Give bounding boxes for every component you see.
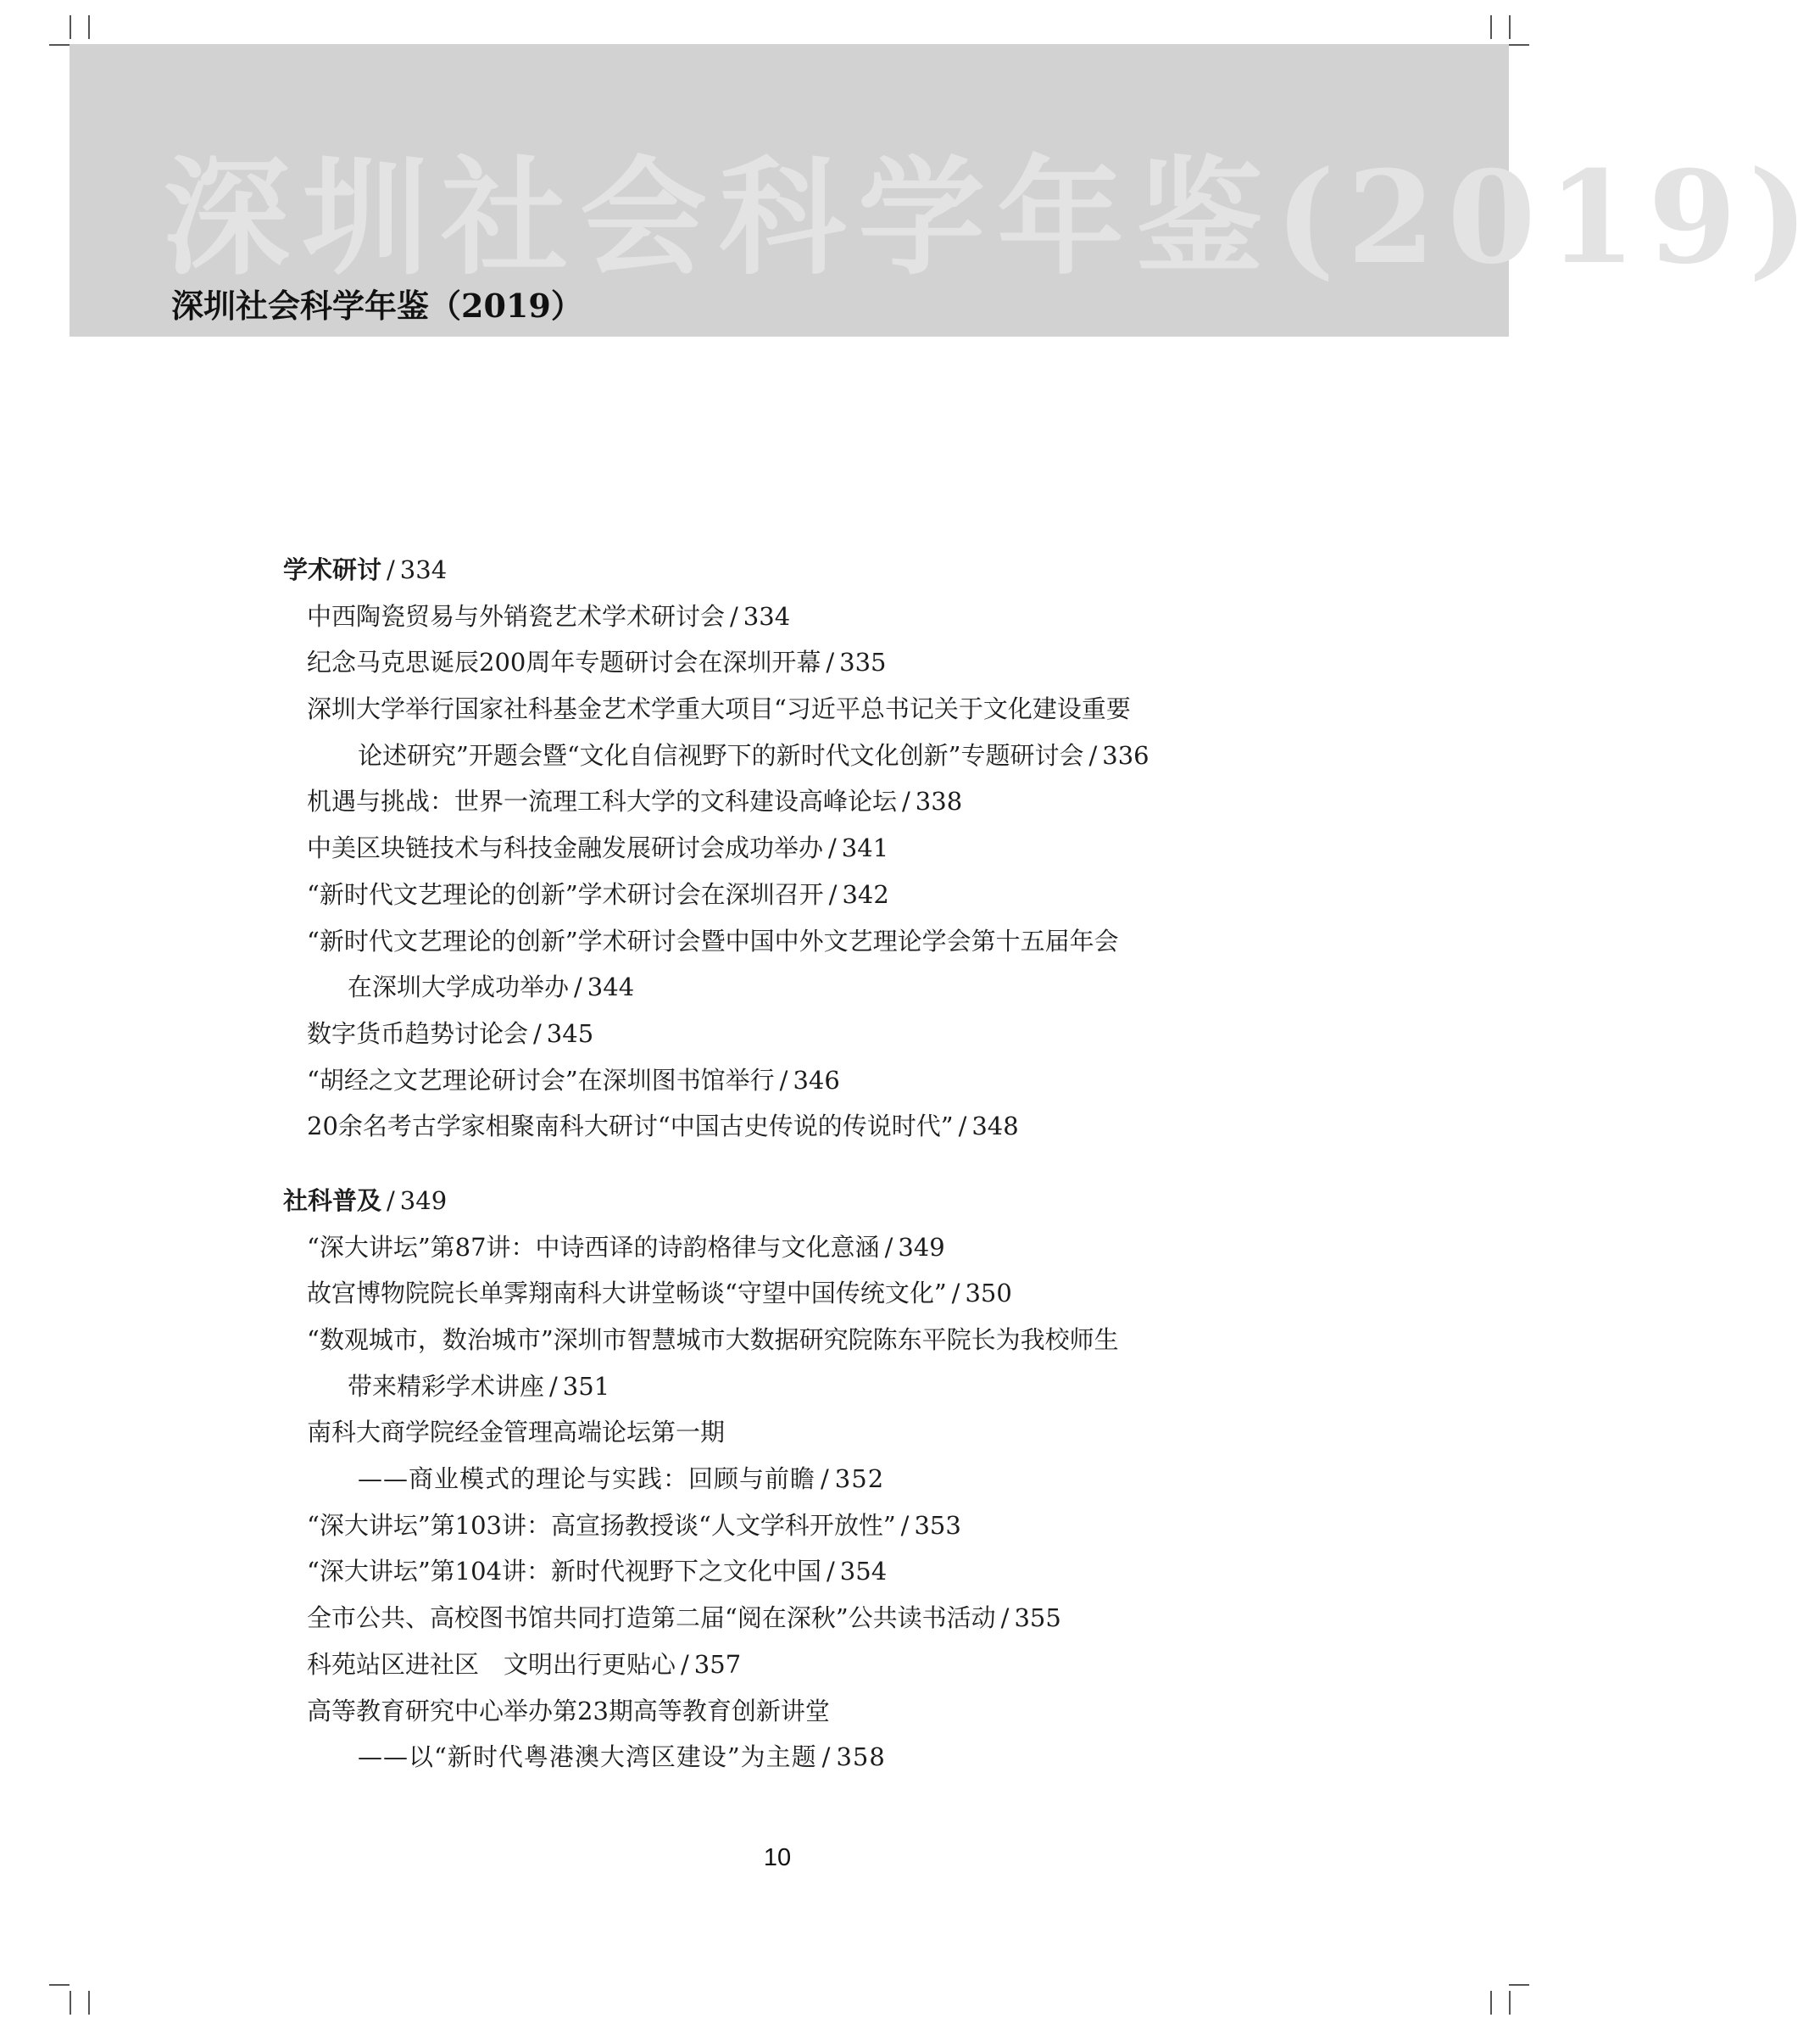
toc-separator: / — [1088, 740, 1098, 770]
toc-entry-title: 20余名考古学家相聚南科大研讨“中国古史传说的传说时代” — [307, 1112, 954, 1141]
running-title: 深圳社会科学年鉴（2019） — [171, 287, 583, 325]
toc-page-number: 353 — [914, 1510, 961, 1540]
toc-page-number: 344 — [587, 973, 635, 1002]
toc-section-heading[interactable] — [283, 1178, 1300, 1224]
toc-separator: / — [387, 1185, 395, 1215]
toc-separator: / — [730, 601, 738, 631]
toc-separator: / — [827, 1557, 835, 1586]
toc-entry[interactable] — [283, 1011, 1300, 1057]
toc-entry[interactable] — [283, 1057, 1300, 1104]
toc-separator: / — [387, 555, 395, 584]
toc-entry-title: 机遇与挑战：世界一流理工科大学的文科建设高峰论坛 — [307, 787, 898, 817]
crop-mark — [1490, 1991, 1492, 2015]
toc-entry-title: 科苑站区进社区 文明出行更贴心 — [307, 1649, 676, 1679]
table-of-contents — [283, 547, 1300, 1781]
crop-mark — [1509, 1991, 1511, 2015]
toc-entry[interactable] — [283, 1103, 1300, 1150]
toc-page-number: 336 — [1102, 740, 1149, 770]
crop-mark — [1490, 15, 1492, 39]
toc-separator: / — [779, 1065, 788, 1095]
toc-entry[interactable] — [283, 1363, 1300, 1410]
toc-separator: / — [951, 1279, 960, 1308]
toc-entry-title: “数观城市，数治城市”深圳市智慧城市大数据研究院陈东平院长为我校师生 — [307, 1325, 1119, 1354]
toc-entry-title: “深大讲坛”第103讲：高宣扬教授谈“人文学科开放性” — [307, 1510, 896, 1540]
toc-page-number: 341 — [841, 833, 889, 863]
toc-page-number: 342 — [842, 879, 889, 909]
toc-section-title: 社科普及 — [283, 1185, 382, 1215]
toc-separator: / — [821, 1742, 832, 1772]
toc-page-number: 358 — [836, 1742, 886, 1772]
toc-entry-title: 高等教育研究中心举办第23期高等教育创新讲堂 — [307, 1696, 830, 1725]
toc-separator: / — [884, 1232, 893, 1262]
toc-separator: / — [821, 1464, 830, 1494]
toc-entry-title: “深大讲坛”第104讲：新时代视野下之文化中国 — [307, 1557, 822, 1586]
crop-mark — [88, 1991, 90, 2015]
header-band — [70, 44, 1820, 337]
toc-entry-title: 论述研究”开题会暨“文化自信视野下的新时代文化创新”专题研讨会 — [358, 740, 1084, 770]
crop-mark — [70, 1991, 71, 2015]
page-number: 10 — [763, 1844, 792, 1871]
toc-entry-title: “新时代文艺理论的创新”学术研讨会在深圳召开 — [307, 879, 824, 909]
toc-entry-title: “胡经之文艺理论研讨会”在深圳图书馆举行 — [307, 1065, 775, 1095]
toc-page-number: 355 — [1014, 1603, 1061, 1633]
crop-mark — [1509, 1984, 1529, 1986]
toc-page-number: 350 — [965, 1279, 1012, 1308]
toc-page-number: 334 — [743, 601, 791, 631]
toc-entry-title: 在深圳大学成功举办 — [348, 973, 570, 1002]
toc-entry-title: 纪念马克思诞辰200周年专题研讨会在深圳开幕 — [307, 648, 821, 677]
toc-entry-title: 故宫博物院院长单霁翔南科大讲堂畅谈“守望中国传统文化” — [307, 1279, 947, 1308]
toc-entry[interactable] — [283, 1456, 1300, 1502]
toc-entry[interactable] — [283, 1642, 1300, 1688]
toc-separator: / — [533, 1018, 542, 1048]
toc-page-number: 345 — [546, 1018, 594, 1048]
toc-separator: / — [828, 833, 837, 863]
toc-entry[interactable] — [283, 964, 1300, 1011]
toc-entry-title: 带来精彩学术讲座 — [348, 1371, 545, 1401]
toc-separator: / — [549, 1371, 558, 1401]
toc-entry[interactable] — [283, 1502, 1300, 1549]
toc-page-number: 334 — [399, 555, 448, 584]
toc-page-number: 348 — [971, 1112, 1019, 1141]
toc-separator: / — [828, 879, 838, 909]
toc-page-number: 349 — [898, 1232, 945, 1262]
toc-page-number: 338 — [915, 787, 963, 817]
crop-mark — [49, 1984, 70, 1986]
toc-entry[interactable] — [283, 733, 1300, 779]
toc-entry-title: ——以“新时代粤港澳大湾区建设”为主题 — [358, 1742, 817, 1772]
toc-entry[interactable] — [283, 1548, 1300, 1595]
toc-entry-title: ——商业模式的理论与实践：回顾与前瞻 — [358, 1464, 816, 1494]
header-watermark: 深圳社会科学年鉴(2019) — [163, 143, 1820, 293]
toc-entry-title: 中西陶瓷贸易与外销瓷艺术学术研讨会 — [307, 601, 726, 631]
toc-separator: / — [681, 1649, 689, 1679]
toc-separator: / — [958, 1112, 967, 1141]
toc-entry[interactable] — [283, 1595, 1300, 1642]
toc-page-number: 335 — [839, 648, 887, 677]
toc-section — [283, 547, 1300, 1150]
toc-entry-title: 数字货币趋势讨论会 — [307, 1018, 529, 1048]
toc-entry[interactable] — [283, 1734, 1300, 1781]
toc-entry-title: 全市公共、高校图书馆共同打造第二届“阅在深秋”公共读书活动 — [307, 1603, 996, 1633]
toc-page-number: 352 — [834, 1464, 885, 1494]
toc-entry-title: 深圳大学举行国家社科基金艺术学重大项目“习近平总书记关于文化建设重要 — [307, 694, 1131, 724]
toc-separator: / — [574, 973, 582, 1002]
toc-page-number: 354 — [839, 1557, 888, 1586]
toc-entry[interactable] — [283, 1270, 1300, 1317]
toc-entry-title: 中美区块链技术与科技金融发展研讨会成功举办 — [307, 833, 824, 863]
crop-mark — [70, 15, 71, 39]
toc-page-number: 357 — [693, 1649, 742, 1679]
toc-separator: / — [902, 787, 910, 817]
toc-entry[interactable] — [283, 1317, 1300, 1363]
toc-separator: / — [826, 648, 835, 677]
toc-entry[interactable] — [283, 639, 1300, 686]
toc-entry[interactable] — [283, 872, 1300, 918]
toc-section-title: 学术研讨 — [283, 555, 382, 584]
toc-entry-title: “新时代文艺理论的创新”学术研讨会暨中国中外文艺理论学会第十五届年会 — [307, 926, 1119, 956]
crop-mark — [49, 44, 70, 46]
toc-entry[interactable] — [283, 686, 1300, 733]
toc-entry[interactable] — [283, 594, 1300, 640]
crop-mark — [88, 15, 90, 39]
toc-entry[interactable] — [283, 1224, 1300, 1271]
toc-entry[interactable] — [283, 1409, 1300, 1456]
toc-separator: / — [1000, 1603, 1010, 1633]
toc-entry-title: 南科大商学院经金管理高端论坛第一期 — [307, 1418, 726, 1447]
toc-entry[interactable] — [283, 1688, 1300, 1735]
toc-entry-title: “深大讲坛”第87讲：中诗西译的诗韵格律与文化意涵 — [307, 1232, 880, 1262]
crop-mark — [1509, 15, 1511, 39]
toc-page-number: 349 — [399, 1185, 448, 1215]
toc-separator: / — [900, 1510, 910, 1540]
toc-entry[interactable] — [283, 918, 1300, 965]
toc-page-number: 346 — [793, 1065, 840, 1095]
toc-entry[interactable] — [283, 778, 1300, 825]
crop-mark — [1509, 44, 1529, 46]
toc-entry[interactable] — [283, 825, 1300, 872]
toc-section — [283, 1178, 1300, 1781]
toc-page-number: 351 — [562, 1371, 610, 1401]
toc-section-heading[interactable] — [283, 547, 1300, 594]
